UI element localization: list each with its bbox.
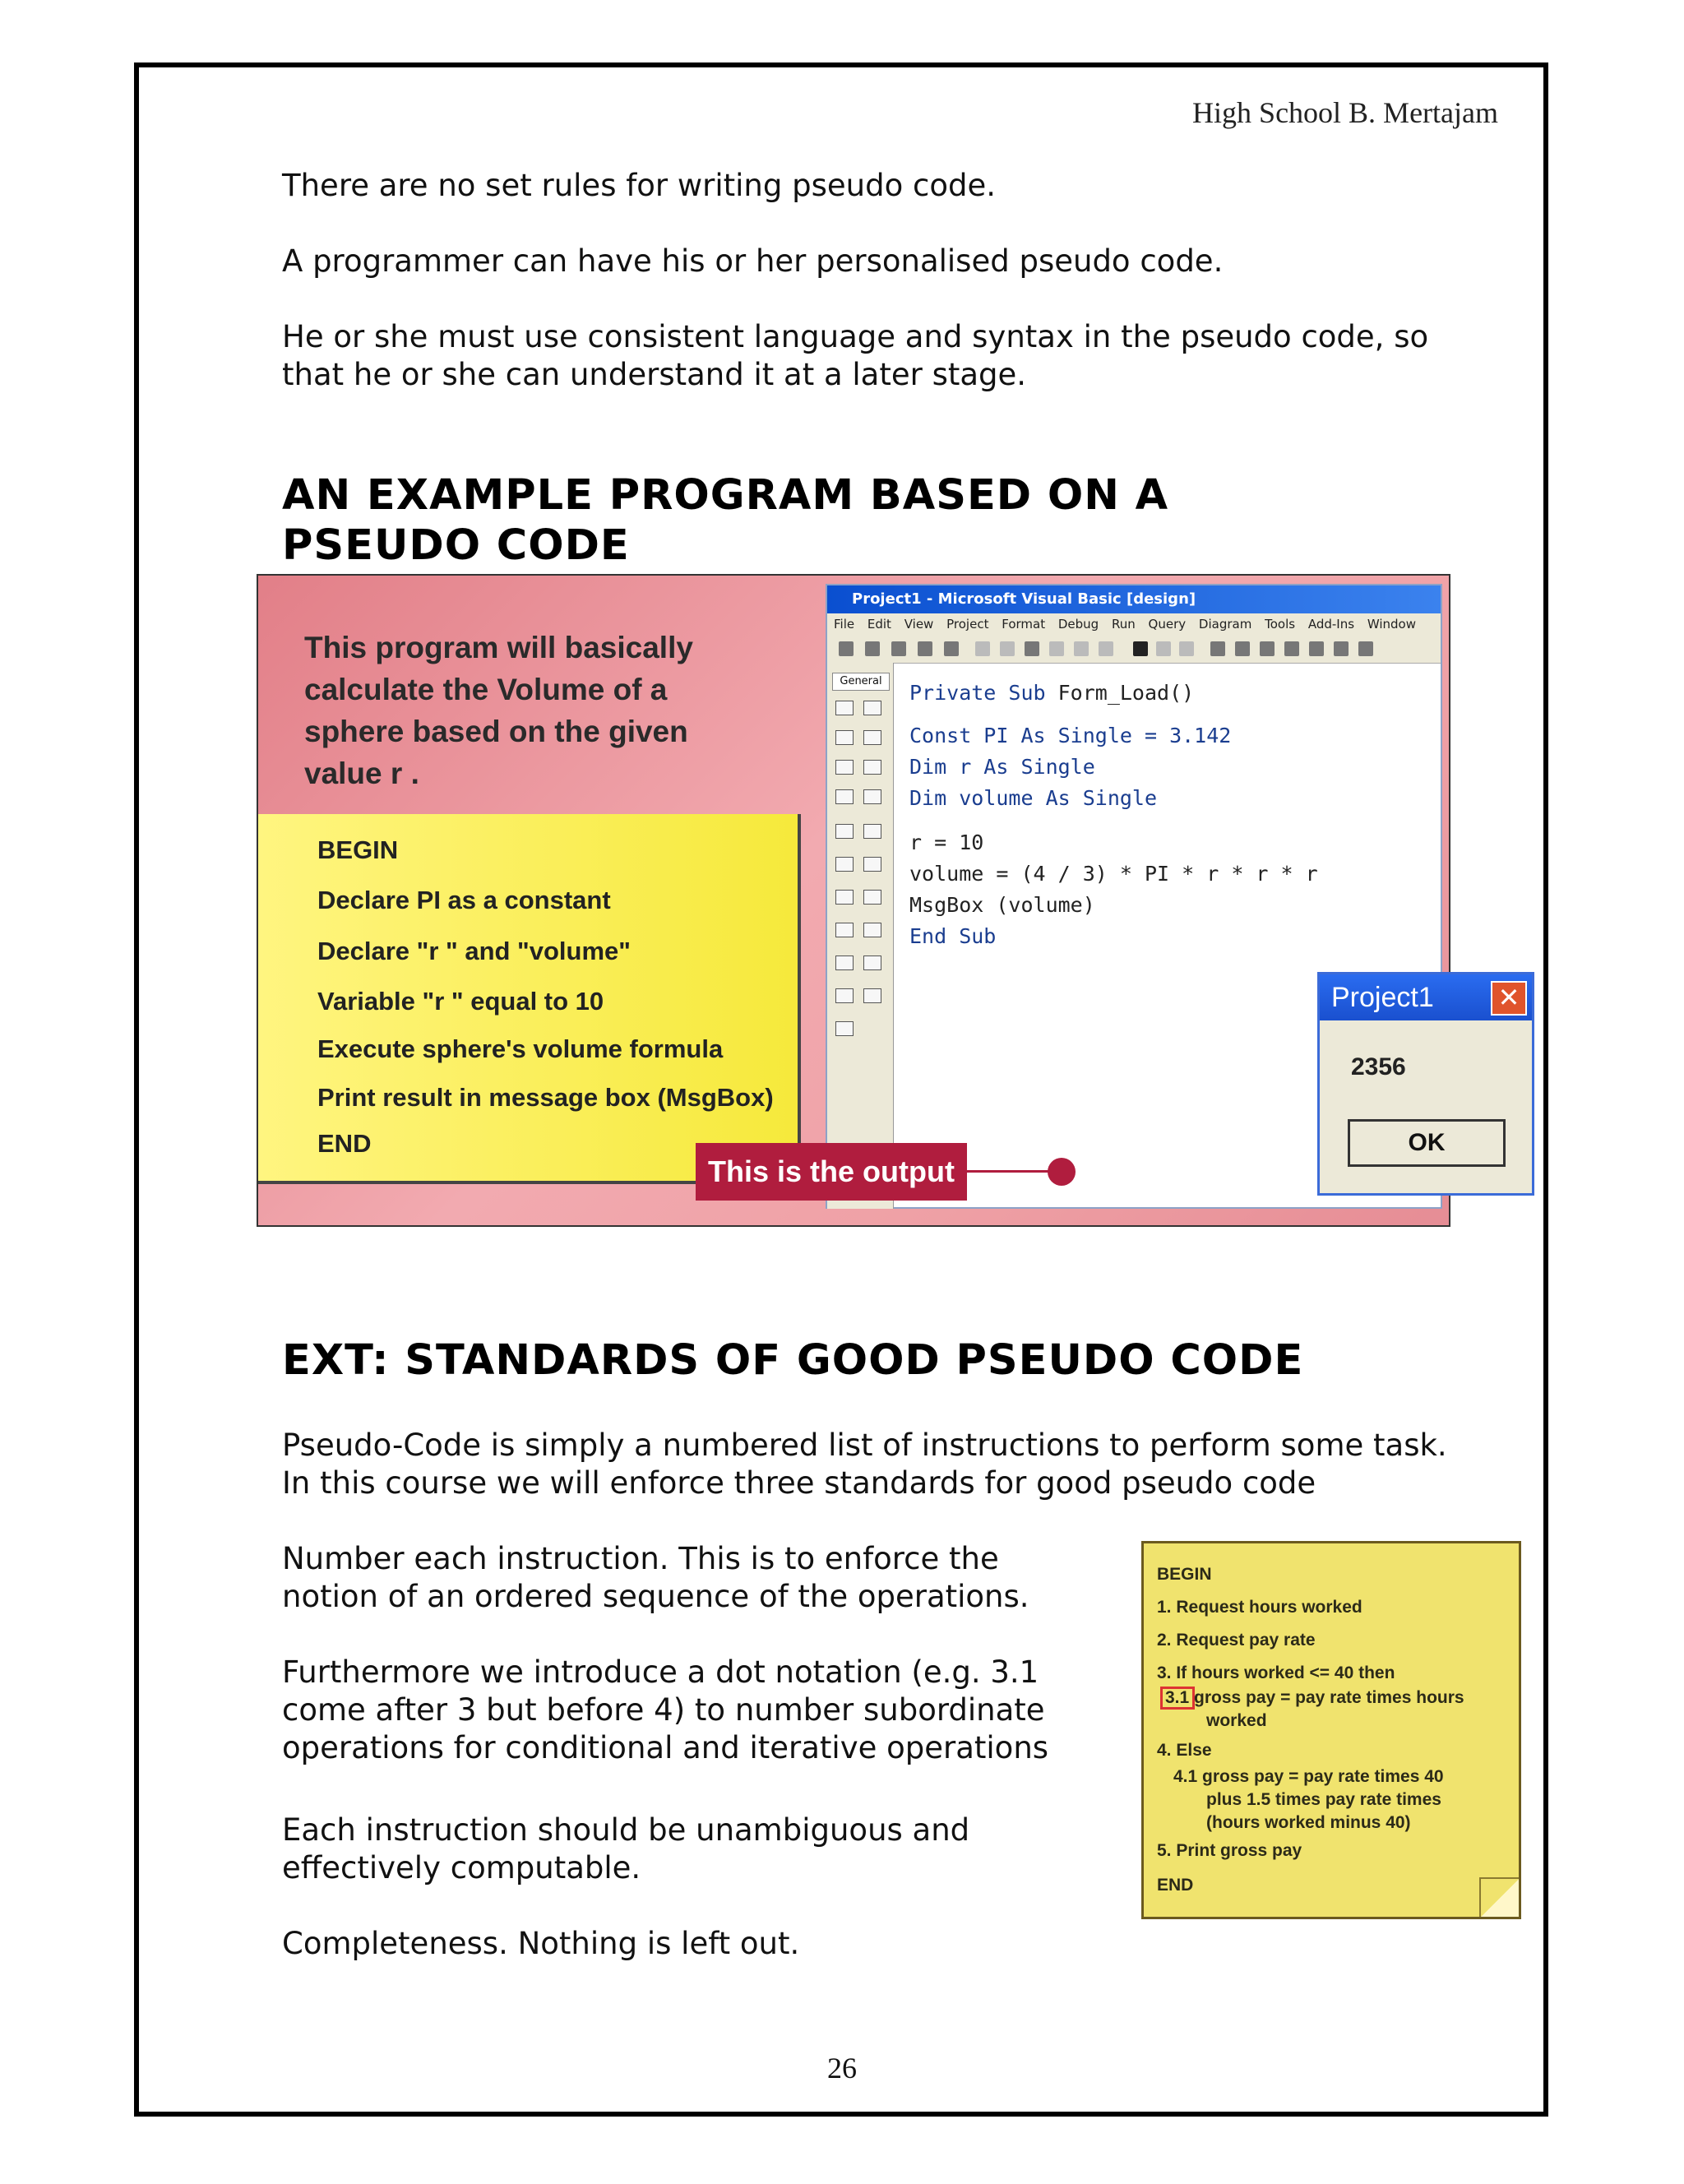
- toolbar-run-icon[interactable]: [1133, 641, 1148, 656]
- intro-paragraph-1: There are no set rules for writing pseudo code.: [282, 168, 996, 203]
- note-line: END: [1157, 1876, 1194, 1895]
- code-text: Form_Load(): [1045, 681, 1195, 705]
- note-line: 4.1 gross pay = pay rate times 40: [1173, 1767, 1444, 1786]
- menu-window[interactable]: Window: [1367, 617, 1416, 632]
- output-connector-line: [967, 1170, 1057, 1173]
- pseudo-line: Execute sphere's volume formula: [317, 1034, 724, 1063]
- figure-intro-line: calculate the Volume of a: [304, 673, 668, 706]
- section2-paragraph-3c: operations for conditional and iterative operations: [282, 1730, 1049, 1765]
- pointer-icon[interactable]: [835, 701, 854, 715]
- example-figure: [257, 574, 1520, 1227]
- vb-menubar: [827, 613, 1441, 635]
- school-header: High School B. Mertajam: [1192, 96, 1498, 129]
- toolbar-project-explorer-icon[interactable]: [1210, 641, 1225, 656]
- toolbar-cut-icon[interactable]: [975, 641, 990, 656]
- intro-paragraph-3a: He or she must use consistent language and syntax in the pseudo code, so: [282, 319, 1429, 354]
- intro-paragraph-3b: that he or she can understand it at a later stage.: [282, 357, 1027, 392]
- menu-query[interactable]: Query: [1148, 617, 1187, 632]
- intro-paragraph-2: A programmer can have his or her personalised pseudo code.: [282, 243, 1224, 279]
- vb-titlebar: Project1 - Microsoft Visual Basic [design]: [827, 585, 1441, 613]
- vb-ide-window: [826, 584, 1520, 1209]
- code-keyword: Private Sub: [909, 681, 1046, 705]
- toolbar-data-view-icon[interactable]: [1334, 641, 1349, 656]
- section2-paragraph-2b: notion of an ordered sequence of the operations.: [282, 1579, 1029, 1614]
- menu-debug[interactable]: Debug: [1057, 617, 1099, 632]
- vb-toolbar: [827, 635, 1441, 664]
- data-icon[interactable]: [863, 988, 881, 1003]
- note-line: 2. Request pay rate: [1157, 1631, 1316, 1650]
- shape-icon[interactable]: [835, 956, 854, 970]
- menu-run[interactable]: Run: [1112, 617, 1136, 632]
- dialog-message: 2356: [1351, 1053, 1406, 1080]
- toolbar-component-manager-icon[interactable]: [1358, 641, 1373, 656]
- toolbar-form-layout-icon[interactable]: [1260, 641, 1275, 656]
- code-editor[interactable]: [909, 678, 1318, 952]
- ok-button[interactable]: OK: [1348, 1119, 1506, 1167]
- toolbar-find-icon[interactable]: [1049, 641, 1064, 656]
- pseudo-line: Variable "r " equal to 10: [317, 987, 604, 1016]
- toolbar-stop-icon[interactable]: [1179, 641, 1194, 656]
- note-line: plus 1.5 times pay rate times: [1206, 1790, 1441, 1809]
- toolbar-redo-icon[interactable]: [1099, 641, 1113, 656]
- toolbox-general-tab[interactable]: General: [832, 673, 890, 691]
- code-line-5: r = 10: [909, 831, 984, 854]
- combobox-icon[interactable]: [835, 824, 854, 839]
- code-line-3: Dim r As Single: [909, 755, 1095, 779]
- timer-icon[interactable]: [835, 890, 854, 905]
- section2-title: EXT: STANDARDS OF GOOD PSEUDO CODE: [282, 1336, 1304, 1385]
- label-icon[interactable]: [835, 730, 854, 745]
- code-line-1: [909, 678, 1318, 709]
- close-icon[interactable]: ✕: [1491, 981, 1527, 1016]
- frame-icon[interactable]: [835, 760, 854, 775]
- menu-addins[interactable]: Add-Ins: [1307, 617, 1355, 632]
- section2-paragraph-4b: effectively computable.: [282, 1850, 641, 1886]
- ole-icon[interactable]: [835, 1021, 854, 1036]
- toolbar-save-icon[interactable]: [944, 641, 959, 656]
- menu-file[interactable]: File: [834, 617, 855, 632]
- pseudo-line: END: [317, 1129, 372, 1158]
- page-curl-icon: [1479, 1877, 1519, 1917]
- pseudo-line: Print result in message box (MsgBox): [317, 1083, 774, 1112]
- vscrollbar-icon[interactable]: [863, 857, 881, 872]
- menu-view[interactable]: View: [904, 617, 934, 632]
- section2-paragraph-5: Completeness. Nothing is left out.: [282, 1926, 800, 1961]
- pseudo-code-box: [258, 814, 801, 1184]
- line-icon[interactable]: [863, 956, 881, 970]
- section2-paragraph-1b: In this course we will enforce three standards for good pseudo code: [282, 1465, 1316, 1501]
- section1-title-line1: AN EXAMPLE PROGRAM BASED ON A: [282, 471, 1169, 520]
- pseudo-code-example-note: [1141, 1541, 1521, 1919]
- menu-edit[interactable]: Edit: [867, 617, 891, 632]
- figure-intro-line: sphere based on the given: [304, 715, 688, 748]
- code-line-8: End Sub: [909, 924, 997, 948]
- menu-project[interactable]: Project: [946, 617, 989, 632]
- toolbar-toolbox-icon[interactable]: [1309, 641, 1324, 656]
- dialog-title: Project1: [1320, 974, 1532, 1020]
- note-line: BEGIN: [1157, 1565, 1212, 1584]
- note-line: 5. Print gross pay: [1157, 1841, 1302, 1860]
- toolbar-add-form-icon[interactable]: [865, 641, 880, 656]
- image-icon[interactable]: [835, 988, 854, 1003]
- section2-paragraph-4a: Each instruction should be unambiguous and: [282, 1812, 970, 1848]
- msgbox-dialog: [1317, 972, 1534, 1196]
- pseudo-line: Declare PI as a constant: [317, 886, 611, 914]
- pseudo-line: Declare "r " and "volume": [317, 937, 631, 965]
- code-line-7: MsgBox (volume): [909, 893, 1095, 917]
- note-line: 3. If hours worked <= 40 then: [1157, 1663, 1395, 1682]
- picturebox-icon[interactable]: [863, 701, 881, 715]
- drivelistbox-icon[interactable]: [863, 890, 881, 905]
- toolbar-pause-icon[interactable]: [1156, 641, 1171, 656]
- vb-toolbox: [827, 663, 894, 1209]
- note-line: 1. Request hours worked: [1157, 1598, 1362, 1617]
- note-line: 4. Else: [1157, 1741, 1212, 1760]
- figure-intro-line: This program will basically: [304, 631, 693, 664]
- toolbar-menu-editor-icon[interactable]: [891, 641, 906, 656]
- menu-diagram[interactable]: Diagram: [1198, 617, 1252, 632]
- code-line-2: Const PI As Single = 3.142: [909, 724, 1232, 747]
- section1-title-line2: PSEUDO CODE: [282, 521, 630, 570]
- toolbar-add-project-icon[interactable]: [839, 641, 854, 656]
- output-connector-dot: [1048, 1158, 1076, 1186]
- section2-paragraph-2a: Number each instruction. This is to enforce the: [282, 1541, 999, 1576]
- toolbar-copy-icon[interactable]: [1000, 641, 1015, 656]
- page-number: 26: [827, 2052, 857, 2085]
- optionbutton-icon[interactable]: [863, 789, 881, 804]
- note-line: worked: [1206, 1711, 1267, 1730]
- note-line: (hours worked minus 40): [1206, 1813, 1411, 1832]
- toolbar-open-icon[interactable]: [918, 641, 932, 656]
- section2-paragraph-3a: Furthermore we introduce a dot notation (e.g. 3.1: [282, 1654, 1039, 1690]
- menu-format[interactable]: Format: [1002, 617, 1046, 632]
- section2-paragraph-3b: come after 3 but before 4) to number subordinate: [282, 1692, 1045, 1728]
- section2-paragraph-1a: Pseudo-Code is simply a numbered list of instructions to perform some task.: [282, 1427, 1447, 1463]
- code-line-4: Dim volume As Single: [909, 786, 1158, 810]
- pseudo-line: BEGIN: [317, 835, 399, 864]
- checkbox-icon[interactable]: [835, 789, 854, 804]
- toolbar-object-browser-icon[interactable]: [1284, 641, 1299, 656]
- toolbar-properties-icon[interactable]: [1235, 641, 1250, 656]
- textbox-icon[interactable]: [863, 730, 881, 745]
- output-label: This is the output: [696, 1143, 967, 1201]
- listbox-icon[interactable]: [863, 824, 881, 839]
- figure-intro-line: value r .: [304, 757, 419, 790]
- toolbar-paste-icon[interactable]: [1025, 641, 1039, 656]
- menu-tools[interactable]: Tools: [1265, 617, 1296, 632]
- dirlistbox-icon[interactable]: [835, 923, 854, 937]
- toolbar-undo-icon[interactable]: [1074, 641, 1089, 656]
- hscrollbar-icon[interactable]: [835, 857, 854, 872]
- filelistbox-icon[interactable]: [863, 923, 881, 937]
- note-line: 3.1 gross pay = pay rate times hours: [1165, 1688, 1464, 1707]
- code-line-6: volume = (4 / 3) * PI * r * r * r: [909, 862, 1318, 886]
- commandbutton-icon[interactable]: [863, 760, 881, 775]
- figure-intro: [304, 627, 732, 794]
